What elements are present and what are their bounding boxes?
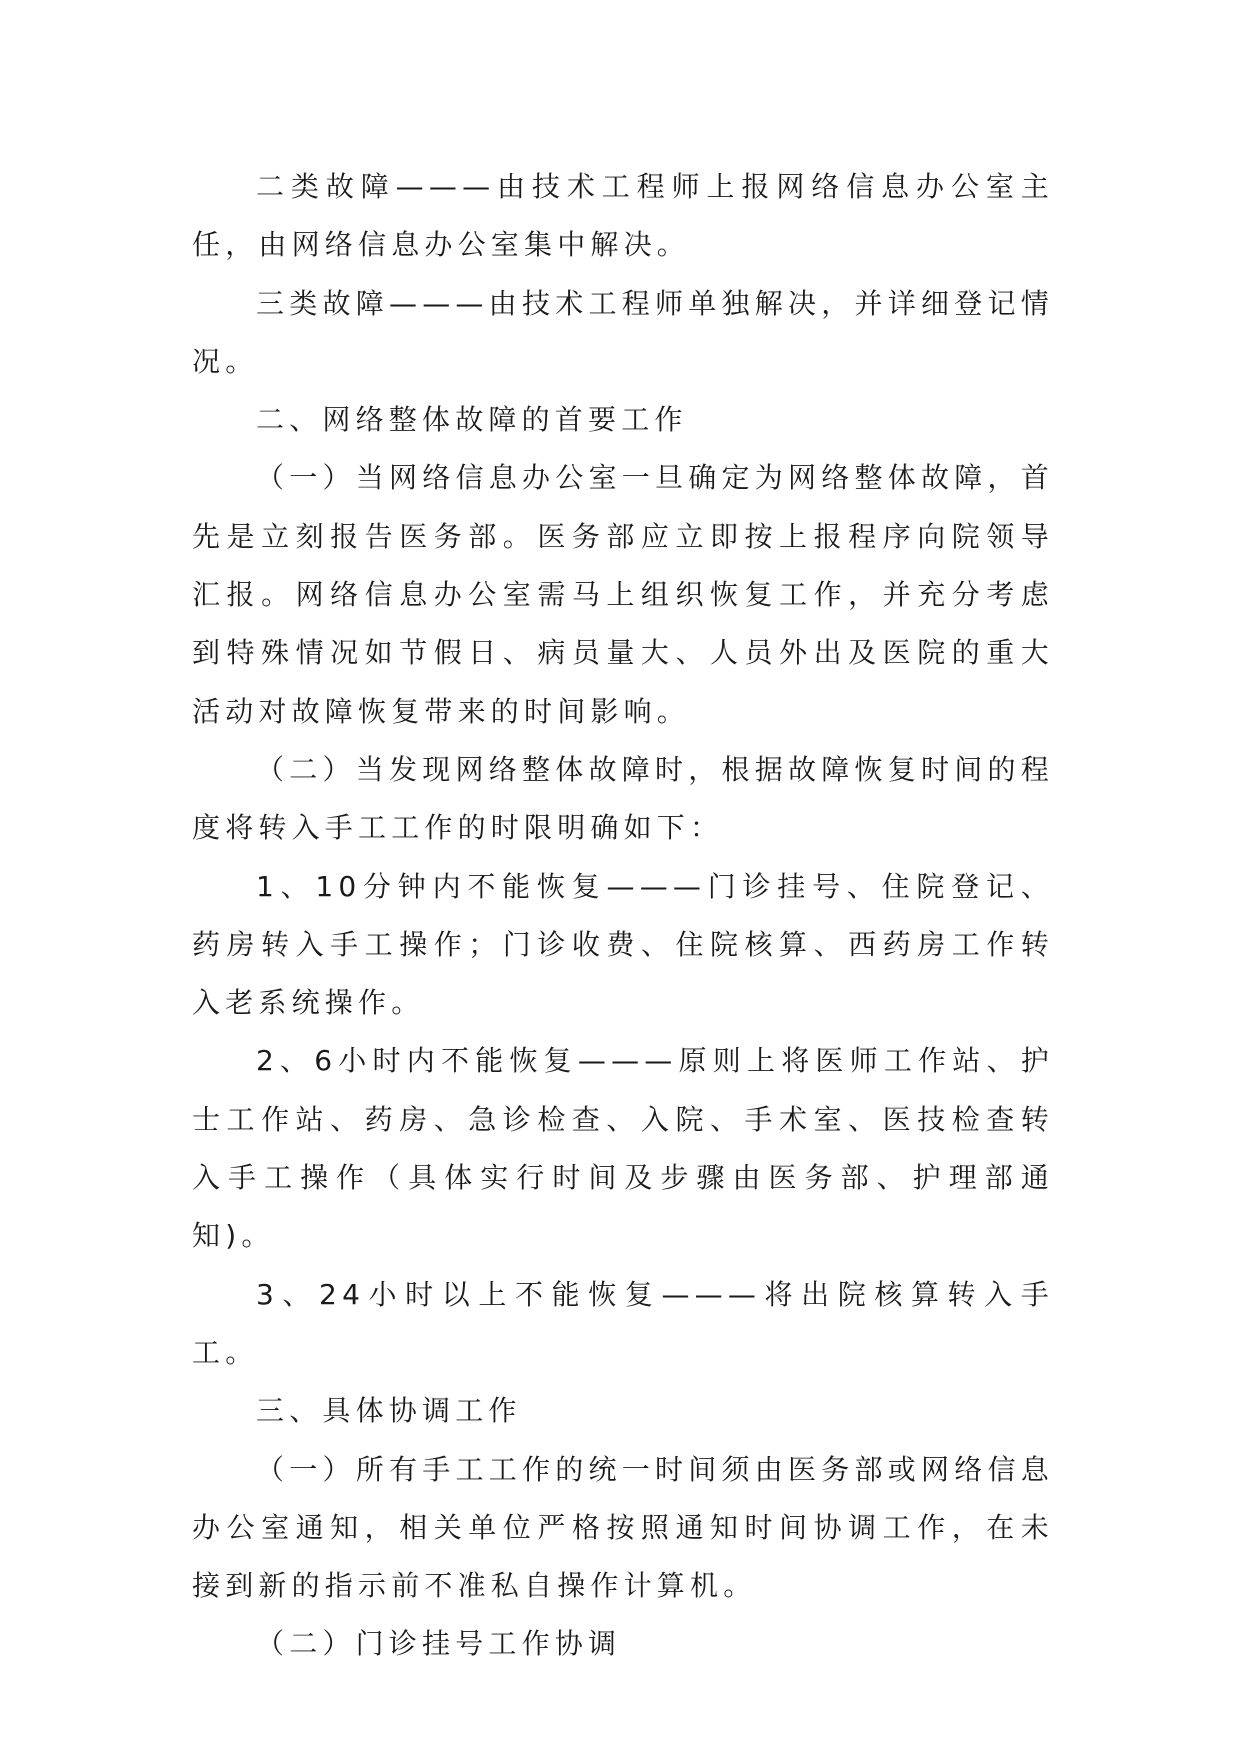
section-heading-3: 三、具体协调工作 [256,1394,522,1428]
section-heading-2: 二、网络整体故障的首要工作 [256,403,688,437]
document-body [192,158,1054,1674]
list-item-3: 3、24小时以上不能恢复———将出院核算转入手工。 [192,1277,1054,1369]
paragraph-fault-class-3: 三类故障———由技术工程师单独解决，并详细登记情况。 [192,286,1054,378]
paragraph-2-2: （二）当发现网络整体故障时，根据故障恢复时间的程度将转入手工工作的时限明确如下： [192,752,1054,845]
list-item-1: 1、10分钟内不能恢复———门诊挂号、住院登记、药房转入手工操作；门诊收费、住院核算、西药房工作转入老系统操作。 [192,869,1054,1020]
list-item-2: 2、6小时内不能恢复———原则上将医师工作站、护士工作站、药房、急诊检查、入院、手术室、医技检查转入手工操作（具体实行时间及步骤由医务部、护理部通知)。 [192,1044,1054,1253]
paragraph-fault-class-2: 二类故障———由技术工程师上报网络信息办公室主任，由网络信息办公室集中解决。 [192,170,1054,262]
paragraph-2-1: （一）当网络信息办公室一旦确定为网络整体故障，首先是立刻报告医务部。医务部应立即按上报程序向院领导汇报。网络信息办公室需马上组织恢复工作，并充分考虑到特殊情况如节假日、病员量大、人员外出及医院的重大活动对故障恢复带来的时间影响。 [192,461,1054,728]
paragraph-3-2: （二）门诊挂号工作协调 [256,1627,622,1661]
paragraph-3-1: （一）所有手工工作的统一时间须由医务部或网络信息办公室通知，相关单位严格按照通知时间协调工作，在未接到新的指示前不准私自操作计算机。 [192,1452,1054,1603]
